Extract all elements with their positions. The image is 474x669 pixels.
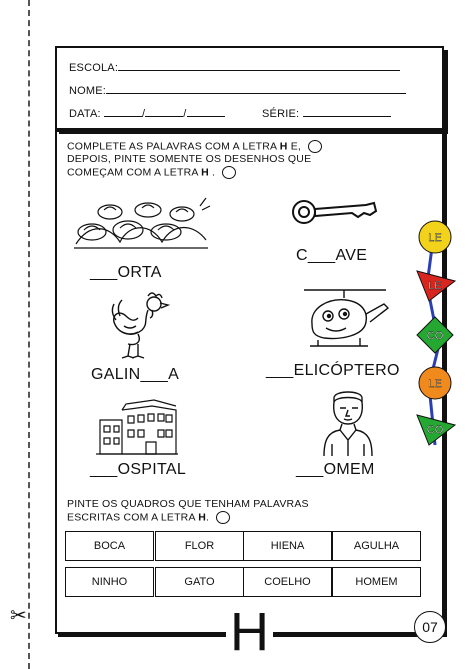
chicken-drawing[interactable] xyxy=(108,290,174,362)
word-homem: ___OMEM xyxy=(296,461,375,478)
word-box-boca[interactable]: BOCA xyxy=(65,531,154,561)
word-box-agulha[interactable]: AGULHA xyxy=(332,531,421,561)
ribbon-badge-label: LE xyxy=(428,378,442,390)
grade-field[interactable] xyxy=(303,106,391,117)
header-box xyxy=(55,46,444,130)
grade-row xyxy=(262,106,391,120)
task2-instructions xyxy=(67,498,309,524)
ribbon-badge-label: CO xyxy=(426,424,444,436)
instruction-line-3 xyxy=(67,166,322,179)
ribbon-badge-label: LE xyxy=(428,232,442,244)
task2-line-2 xyxy=(67,511,309,524)
vegetable-garden-drawing[interactable] xyxy=(70,192,212,254)
instruction-line-2: DEPOIS, PINTE SOMENTE OS DESENHOS QUE xyxy=(67,153,312,166)
word-galinha: GALIN___A xyxy=(91,366,180,383)
word-helicoptero: ___ELICÓPTERO xyxy=(266,362,400,379)
name-label: NOME: xyxy=(69,85,107,97)
thought-bubble-icon xyxy=(308,140,322,153)
word-box-coelho[interactable]: COELHO xyxy=(243,567,332,597)
school-row xyxy=(69,60,400,74)
instruction-text: COMPLETE AS PALAVRAS COM A LETRA xyxy=(67,140,277,153)
date-day-field[interactable] xyxy=(104,106,142,117)
key-drawing[interactable] xyxy=(290,195,380,229)
page-number: 07 xyxy=(414,611,446,643)
school-field[interactable] xyxy=(118,60,400,71)
ribbon-badge-label: LE xyxy=(428,280,442,292)
letter-h: H xyxy=(279,140,288,153)
man-drawing[interactable] xyxy=(320,388,376,458)
instruction-text: ESCRITAS COM A LETRA xyxy=(67,511,196,524)
word-horta: ___ORTA xyxy=(90,264,162,281)
scissors-icon: ✂ xyxy=(10,605,27,627)
cut-line xyxy=(28,0,30,669)
grade-label: SÉRIE: xyxy=(262,108,300,120)
thought-bubble-icon xyxy=(216,511,230,524)
big-letter-h: H xyxy=(226,605,273,659)
date-year-field[interactable] xyxy=(187,106,225,117)
instruction-line-1 xyxy=(67,140,322,153)
ribbon-badge-label: CO xyxy=(426,330,444,342)
school-label: ESCOLA: xyxy=(69,62,119,74)
instruction-text: COMEÇAM COM A LETRA xyxy=(67,166,198,179)
word-hospital: ___OSPITAL xyxy=(90,461,187,478)
hospital-drawing[interactable] xyxy=(92,398,182,456)
word-box-homem[interactable]: HOMEM xyxy=(332,567,421,597)
date-separator: / xyxy=(183,108,187,120)
name-row xyxy=(69,83,406,97)
helicopter-drawing[interactable] xyxy=(300,282,390,350)
thought-bubble-icon xyxy=(222,166,236,179)
word-box-hiena[interactable]: HIENA xyxy=(243,531,332,561)
instruction-text: . xyxy=(206,511,210,524)
date-separator: / xyxy=(142,108,146,120)
word-box-flor[interactable]: FLOR xyxy=(155,531,244,561)
date-month-field[interactable] xyxy=(145,106,183,117)
instruction-text: E, xyxy=(290,140,302,153)
word-box-gato[interactable]: GATO xyxy=(155,567,244,597)
instructions xyxy=(67,140,322,180)
word-box-ninho[interactable]: NINHO xyxy=(65,567,154,597)
name-field[interactable] xyxy=(106,83,406,94)
letter-h: H xyxy=(198,511,207,524)
letter-h: H xyxy=(201,166,209,179)
word-chave: C___AVE xyxy=(296,247,368,264)
date-row xyxy=(69,106,225,120)
decorative-ribbon xyxy=(405,215,465,455)
instruction-text: . xyxy=(212,166,216,179)
date-label: DATA: xyxy=(69,108,101,120)
task2-line-1: PINTE OS QUADROS QUE TENHAM PALAVRAS xyxy=(67,498,309,510)
